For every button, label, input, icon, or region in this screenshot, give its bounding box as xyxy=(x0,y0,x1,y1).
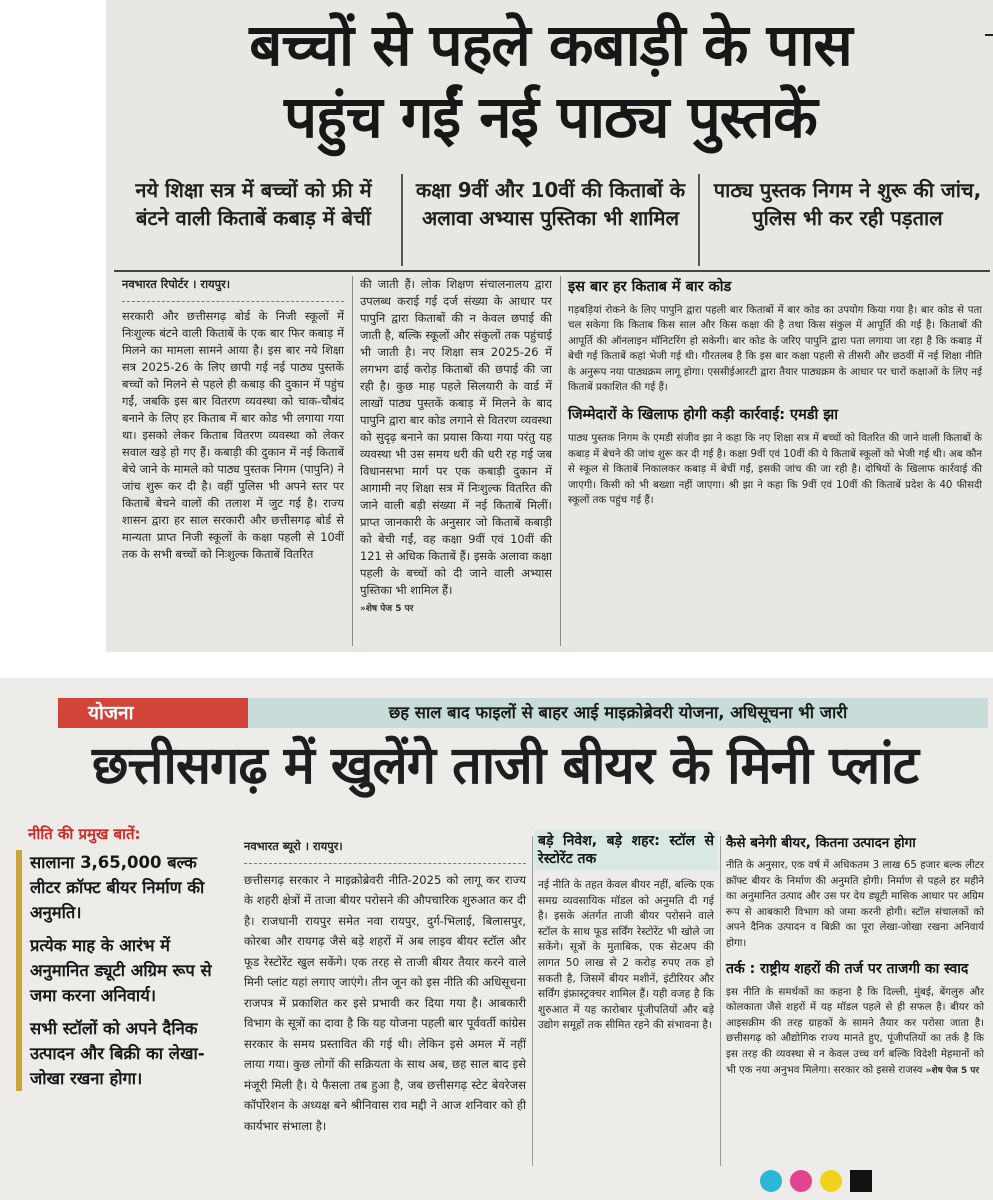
column-divider xyxy=(352,276,353,646)
article-column-1 xyxy=(122,276,344,563)
section-heading-argument: तर्क : राष्ट्रीय शहरों की तर्ज पर ताजगी का स्वाद xyxy=(726,960,969,977)
section-heading-investment: बड़े निवेश, बड़े शहर: स्टॉल से रेस्टोरेंट तक xyxy=(534,830,718,870)
byline: नवभारत रिपोर्टर । रायपुर। xyxy=(122,277,231,291)
article-column-investment xyxy=(538,833,714,1034)
key-point: प्रत्येक माह के आरंभ में अनुमानित ड्यूटी अग्रिम रूप से जमा करना अनिवार्य। xyxy=(30,936,212,1005)
print-registration-marks xyxy=(760,1170,872,1192)
subheadline-3: पाठ्य पुस्तक निगम ने शुरू की जांच, पुलिस भी कर रही पड़ताल xyxy=(698,174,993,266)
column-divider xyxy=(720,836,721,1166)
divider xyxy=(122,301,344,302)
key-point: सालाना 3,65,000 बल्क लीटर क्रॉफ्ट बीयर निर्माण की अनुमति। xyxy=(30,853,205,922)
byline: नवभारत ब्यूरो । रायपुर। xyxy=(244,839,343,853)
headline-line-2: पहुंच गईं नई पाठ्य पुस्तकें xyxy=(284,83,817,151)
cyan-mark xyxy=(760,1170,782,1192)
headline: छत्तीसगढ़ में खुलेंगे ताजी बीयर के मिनी प्लांट xyxy=(92,736,918,796)
subheadline-1: नये शिक्षा सत्र में बच्चों को फ्री में बंटने वाली किताबें कबाड़ में बेचीं xyxy=(135,178,372,230)
body-text: की जाती हैं। लोक शिक्षण संचालनालय द्वारा उपलब्ध कराई गई दर्ज संख्या के आधार पर पापुनि द्वारा किताबों की न केवल छपाई की जाती है, बल्कि स्कूलों और संकुलों तक पहुंचाई भी जाती है। नए शिक्षा सत्र 2025-26 में लगभग ढाई करोड़ किताबों की छपाई की जा रही है। कुछ माह पहले सिलयारी के वार्ड में लाखों पाठ्य पुस्तकें कबाड़ में मिलने के बाद पापुनि द्वारा बार कोड लगाने से वितरण व्यवस्था को सुदृढ़ बनाने का प्रयास किया गया परंतु यह व्यवस्था भी उस समय धरी की धरी रह गई जब विधानसभा मार्ग पर एक कबाड़ी दुकान में आगामी नए शिक्षा सत्र में निःशुल्क वितरित की जाने वाली बड़ी संख्या में नई किताबें मिलीं। प्राप्त जानकारी के अनुसार जो किताबें कबाड़ी को बेची गईं, वह कक्षा 9वीं एवं 10वीं की 121 से अधिक किताबें हैं। इसके अलावा कक्षा पहली के बच्चों को दी जाने वाली अभ्यास पुस्तिका भी शामिल हैं। xyxy=(360,277,552,597)
body-text: नीति के अनुसार, एक वर्ष में अधिकतम 3 लाख 65 हजार बल्क लीटर क्रॉफ्ट बीयर के निर्माण की अनुमति होगी। निर्माण से पहले हर महीने का अनुमानित उत्पाद और उस पर देय ड्यूटी मासिक आधार पर अग्रिम रूप से आबकारी विभाग को जमा करनी होगी। स्टॉल संचालकों को अपने दैनिक उत्पादन व बिक्री का पूरा लेखा-जोखा रखना अनिवार्य होगा। xyxy=(726,860,984,949)
sidebar-text: गड़बड़ियां रोकने के लिए पापुनि द्वारा पहली बार किताबों में बार कोड का उपयोग किया गया है। बार कोड से पता चल सकेगा कि किताब किस साल और किस कक्षा की है तथा किस संकुल में आपूर्ति की गई है। किताबों की आपूर्ति की ऑनलाइन मॉनिटरिंग हो सकेगी। बार कोड के जरिए पापुनि द्वारा पता लगाया जा रहा है कि कबाड़ में बेची गई किताबें कहां भेजी गई थी। गौरतलब है कि इस बार कक्षा पहली से तीसरी और छठवीं में नई शिक्षा नीति के अनुरूप नया पाठ्यक्रम लागू होगा। एससीईआरटी द्वारा तैयार पाठ्यक्रम के आधार पर चारों कक्षाओं के लिए नई किताबें प्रकाशित की गई हैं। xyxy=(568,305,982,394)
divider xyxy=(114,270,990,272)
subheadline-2: कक्षा 9वीं और 10वीं की किताबों के अलावा अभ्यास पुस्तिका भी शामिल xyxy=(401,174,698,266)
body-text: छत्तीसगढ़ सरकार ने माइक्रोब्रेवरी नीति-2025 को लागू कर राज्य के शहरी क्षेत्रों में ताजा बीयर परोसने की औपचारिक शुरुआत कर दी है। राजधानी रायपुर समेत नवा रायपुर, दुर्ग-भिलाई, बिलासपुर, कोरबा और रायगढ़ जैसे बड़े शहरों में अब लाइव बीयर स्टॉल और फूड रेस्टोरेंट खुल सकेंगे। एक तरह से ताजी बीयर तैयार करने वाले मिनी प्लांट यहां लगाए जाएंगे। तीन जून को इस नीति की अधिसूचना राजपत्र में प्रकाशित कर इसे प्रभावी कर दिया गया है। आबकारी विभाग के सूत्रों का दावा है कि यह योजना पहली बार पूर्ववर्ती कांग्रेस सरकार के समय प्रस्तावित की गई थी। लेकिन इसे अमल में नहीं लाया गया। कुछ लोगों की सक्रियता के साथ अब, छह साल बाद इसे मंजूरी मिली है। ये फैसला तब हुआ है, जब छत्तीसगढ़ स्टेट बेवरेजस कॉर्पोरेशन के अध्यक्ष बने श्रीनिवास राव मद्दी ने आज शनिवार को ही कार्यभार संभाला है। xyxy=(244,872,526,1133)
column-divider xyxy=(560,276,561,646)
news-clipping-textbooks xyxy=(106,0,993,652)
key-points-box xyxy=(10,824,232,1200)
divider xyxy=(244,863,526,864)
sidebar-column xyxy=(568,276,982,508)
headline-line-1: बच्चों से पहले कबाड़ी के पास xyxy=(249,11,852,79)
magenta-mark xyxy=(790,1170,812,1192)
article-column-production xyxy=(726,836,984,1079)
kicker-headline: छह साल बाद फाइलों से बाहर आई माइक्रोब्रेवरी योजना, अधिसूचना भी जारी xyxy=(248,698,988,728)
news-clipping-microbrewery xyxy=(0,678,993,1200)
sidebar-heading-action: जिम्मेदारों के खिलाफ होगी कड़ी कार्रवाई: एमडी झा xyxy=(568,407,839,424)
article-column-2 xyxy=(360,276,552,618)
yellow-mark xyxy=(820,1170,842,1192)
key-points-list xyxy=(16,850,226,1091)
section-heading-production: कैसे बनेगी बीयर, कितना उत्पादन होगा xyxy=(726,835,916,851)
body-text: नई नीति के तहत केवल बीयर नहीं, बल्कि एक समग्र व्यवसायिक मॉडल को अनुमति दी गई है। इसके अंतर्गत ताजी बीयर परोसने वाले स्टॉल के साथ फूड सर्विंग रेस्टोरेंट भी खोले जा सकेंगे। सूत्रों के मुताबिक, एक सेटअप की लागत 50 लाख से 2 करोड़ रुपए तक हो सकती है, जिसमें बीयर मशीनें, इंटीरियर और सर्विंग इंफ्रास्ट्रक्चर शामिल हैं। यही वजह है कि शुरुआत में यह कारोबार पूंजीपतियों और बड़े उद्योग समूहों तक सीमित रहने की संभावना है। xyxy=(538,879,714,1032)
body-text-span: इस नीति के समर्थकों का कहना है कि दिल्ली, मुंबई, बेंगलुरु और कोलकाता जैसे शहरों में यह मॉडल पहले से ही सफल है। बीयर को आइसक्रीम की तरह ग्राहकों के सामने तैयार कर परोसा जाता है। छत्तीसगढ़ को औद्योगिक राज्य मानते हुए, पूंजीपतियों का तर्क है कि इस तरह की व्यवस्था से न केवल उच्च वर्ग बल्कि विदेशी मेहमानों को भी एक नया अनुभव मिलेगा। सरकार को इससे राजस्व xyxy=(726,986,984,1076)
body-text: सरकारी और छत्तीसगढ़ बोर्ड के निजी स्कूलों में निःशुल्क बंटने वाली किताबें के एक बार फिर कबाड़ में मिलने का मामला सामने आया है। इस बार नये शिक्षा सत्र 2025-26 के लिए छापी गई नई पाठ्य पुस्तकें बच्चों को मिलने से पहले ही कबाड़ की दुकान में पहुंच गईं, जबकि इस बार वितरण व्यवस्था को चाक-चौबंद बनाने के लिए हर किताब में बार कोड भी लगाया गया था। इसको लेकर किताब वितरण व्यवस्था को लेकर सवाल खड़े हो गए हैं। कबाड़ी की दुकान में नई किताबें बेचे जाने के मामले को पाठ्य पुस्तक निगम (पापुनि) ने जांच शुरू कर दी है। वहीं पुलिस भी अपने स्तर पर किताबें बेचने वालों की तलाश में जुट गई है। राज्य शासन द्वारा हर साल सरकारी और छत्तीसगढ़ बोर्ड से मान्यता प्राप्त निजी स्कूलों के कक्षा पहली से 10वीं तक के सभी बच्चों को निःशुल्क किताबें वितरित xyxy=(122,309,344,561)
article-column-main xyxy=(244,836,526,1136)
sidebar-text: पाठ्य पुस्तक निगम के एमडी संजीव झा ने कहा कि नए शिक्षा सत्र में बच्चों को वितरित की जाने वाली किताबों के कबाड़ में बेचने की जांच शुरू कर दी गई है। कक्षा 9वीं एवं 10वीं की ये किताबें स्कूलों को भेजी गई थी। अब कौन से स्कूल से किताबें निकालकर कबाड़ में बेचीं गईं, इसकी जांच की जा रही है। दोषियों के खिलाफ कार्रवाई की जाएगी। किसी को भी बख्शा नहीं जाएगा। श्री झा ने कहा कि 9वीं एवं 10वीं की किताबें प्रदेश के 40 फीसदी स्कूलों तक पहुंच गई हैं। xyxy=(568,433,982,507)
key-point: सभी स्टॉलों को अपने दैनिक उत्पादन और बिक्री का लेखा-जोखा रखना होगा। xyxy=(30,1019,205,1088)
continued-note: »शेष पेज 5 पर xyxy=(925,1065,980,1076)
subheadline-row xyxy=(106,174,993,266)
continued-note: »शेष पेज 5 पर xyxy=(360,604,414,614)
key-points-title: नीति की प्रमुख बातें: xyxy=(28,825,141,843)
body-text xyxy=(726,985,984,1080)
column-divider xyxy=(532,836,533,1166)
sidebar-heading-barcode: इस बार हर किताब में बार कोड xyxy=(568,279,732,295)
category-tag: योजना xyxy=(58,698,248,728)
black-mark xyxy=(850,1170,872,1192)
